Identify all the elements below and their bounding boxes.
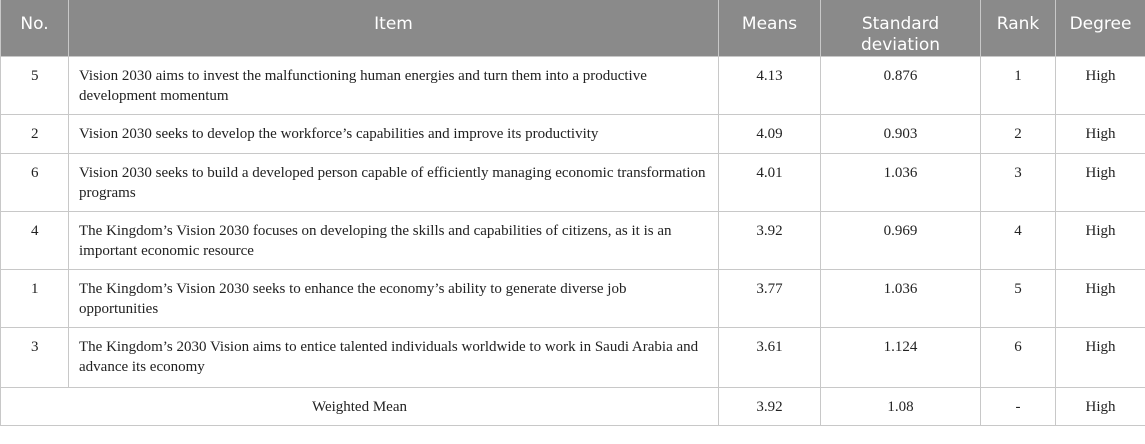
cell-rank: 2 [981, 115, 1056, 154]
header-means: Means [719, 0, 821, 57]
cell-no: 4 [1, 212, 69, 270]
cell-means: 4.01 [719, 154, 821, 212]
table-row [1, 212, 1145, 270]
table-row [1, 57, 1145, 115]
cell-rank: 6 [981, 328, 1056, 388]
header-row [1, 0, 1145, 57]
table-row [1, 328, 1145, 388]
cell-sd: 1.124 [821, 328, 981, 388]
cell-no: 5 [1, 57, 69, 115]
cell-no: 2 [1, 115, 69, 154]
cell-degree: High [1056, 115, 1145, 154]
cell-degree: High [1056, 328, 1145, 388]
weighted-mean-sd: 1.08 [821, 388, 981, 426]
cell-sd: 0.969 [821, 212, 981, 270]
cell-rank: 5 [981, 270, 1056, 328]
cell-item: Vision 2030 aims to invest the malfunctioning human energies and turn them into a productive development momentum [69, 57, 719, 115]
weighted-mean-label: Weighted Mean [1, 388, 719, 426]
cell-rank: 4 [981, 212, 1056, 270]
cell-item: The Kingdom’s 2030 Vision aims to entice talented individuals worldwide to work in Saudi Arabia and advance its economy [69, 328, 719, 388]
cell-item: The Kingdom’s Vision 2030 focuses on developing the skills and capabilities of citizens, as it is an important economic resource [69, 212, 719, 270]
cell-item: Vision 2030 seeks to build a developed person capable of efficiently managing economic transformation programs [69, 154, 719, 212]
cell-means: 4.13 [719, 57, 821, 115]
weighted-mean-rank: - [981, 388, 1056, 426]
table-row [1, 270, 1145, 328]
cell-sd: 1.036 [821, 270, 981, 328]
cell-no: 6 [1, 154, 69, 212]
cell-means: 4.09 [719, 115, 821, 154]
header-standard-deviation: Standard deviation [821, 0, 981, 57]
cell-degree: High [1056, 57, 1145, 115]
cell-degree: High [1056, 212, 1145, 270]
header-degree: Degree [1056, 0, 1145, 57]
cell-degree: High [1056, 270, 1145, 328]
cell-sd: 0.903 [821, 115, 981, 154]
weighted-mean-means: 3.92 [719, 388, 821, 426]
cell-sd: 1.036 [821, 154, 981, 212]
cell-rank: 1 [981, 57, 1056, 115]
cell-means: 3.77 [719, 270, 821, 328]
cell-sd: 0.876 [821, 57, 981, 115]
header-no: No. [1, 0, 69, 57]
cell-rank: 3 [981, 154, 1056, 212]
cell-item: Vision 2030 seeks to develop the workforce’s capabilities and improve its productivity [69, 115, 719, 154]
table-row [1, 154, 1145, 212]
weighted-mean-degree: High [1056, 388, 1145, 426]
weighted-mean-row [1, 388, 1145, 426]
table-row [1, 115, 1145, 154]
header-item: Item [69, 0, 719, 57]
cell-no: 3 [1, 328, 69, 388]
header-rank: Rank [981, 0, 1056, 57]
cell-means: 3.61 [719, 328, 821, 388]
cell-item: The Kingdom’s Vision 2030 seeks to enhance the economy’s ability to generate diverse job opportunities [69, 270, 719, 328]
cell-no: 1 [1, 270, 69, 328]
cell-means: 3.92 [719, 212, 821, 270]
cell-degree: High [1056, 154, 1145, 212]
